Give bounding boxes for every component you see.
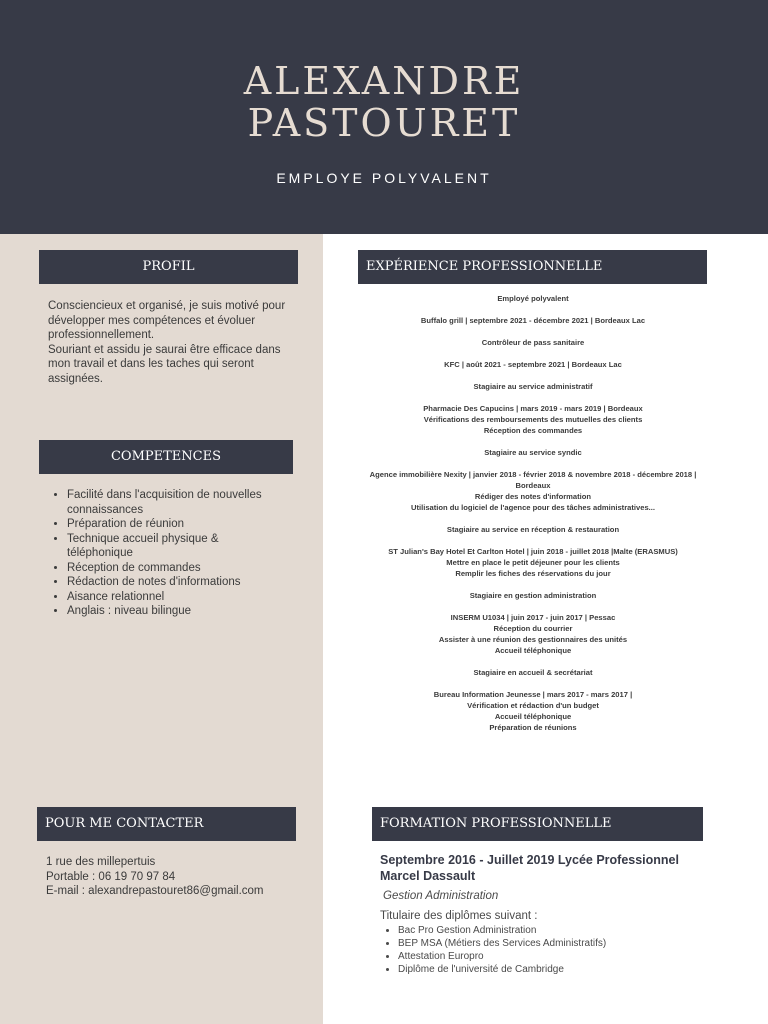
contact-address: 1 rue des millepertuis — [46, 856, 156, 868]
experience-line: Utilisation du logiciel de l'agence pour des tâches administratives... — [410, 503, 656, 512]
experience-line: Rédiger des notes d'information — [474, 492, 592, 501]
education-section-title: FORMATION PROFESSIONNELLE — [372, 807, 703, 841]
experience-block — [358, 293, 708, 304]
experience-block — [358, 315, 708, 326]
experience-line: Assister à une réunion des gestionnaires des unités — [438, 635, 628, 644]
experience-block — [358, 337, 708, 348]
experience-line: Réception du courrier — [493, 624, 573, 633]
experience-line: Pharmacie Des Capucins | mars 2019 - mars 2019 | Bordeaux — [423, 404, 643, 413]
experience-block — [358, 403, 708, 436]
contact-section-title: POUR ME CONTACTER — [37, 807, 296, 841]
profile-line: Souriant et assidu je saurai être efficace dans — [48, 343, 281, 356]
experience-block — [358, 667, 708, 678]
experience-line: Stagiaire au service administratif — [473, 382, 593, 391]
experience-line: INSERM U1034 | juin 2017 - juin 2017 | Pessac — [450, 613, 616, 622]
skill-item: • Technique accueil physique & téléphonique — [67, 532, 287, 561]
experience-line: Réception des commandes — [483, 426, 583, 435]
experience-block — [358, 469, 708, 513]
skill-item: • Facilité dans l'acquisition de nouvelles connaissances — [67, 488, 287, 517]
profile-text — [48, 299, 308, 386]
experience-block — [358, 359, 708, 370]
experience-block — [358, 546, 708, 579]
experience-line: KFC | août 2021 - septembre 2021 | Bordeaux Lac — [444, 360, 622, 369]
experience-line: Employé polyvalent — [497, 294, 569, 303]
experience-list — [358, 293, 708, 744]
candidate-name — [0, 60, 768, 144]
skills-list-container — [47, 488, 287, 619]
profile-line: professionnellement. — [48, 329, 155, 341]
contact-details — [46, 855, 316, 899]
experience-line: Vérifications des remboursements des mutuelles des clients — [423, 415, 643, 424]
diploma-item: • Attestation Europro — [398, 950, 606, 963]
experience-block — [358, 612, 708, 656]
header-banner — [0, 0, 768, 234]
experience-line: Agence immobilière Nexity | janvier 2018 - février 2018 & novembre 2018 - décembre 2018 | Bordeaux — [369, 470, 697, 490]
experience-line: Accueil téléphonique — [494, 712, 572, 721]
education-heading: Septembre 2016 - Juillet 2019 Lycée Professionnel Marcel Dassault — [380, 853, 679, 883]
experience-block — [358, 381, 708, 392]
experience-block — [358, 447, 708, 458]
skills-section-title: COMPETENCES — [39, 440, 293, 474]
experience-block — [358, 524, 708, 535]
experience-line: Préparation de réunions — [489, 723, 577, 732]
skill-item: • Aisance relationnel — [67, 590, 287, 605]
experience-line: Stagiaire au service en réception & restauration — [446, 525, 620, 534]
experience-line: Stagiaire en accueil & secrétariat — [473, 668, 593, 677]
profile-line: mon travail et dans les taches qui seront — [48, 358, 254, 370]
name-line-first: ALEXANDRE — [243, 59, 525, 103]
skills-list — [47, 488, 287, 619]
experience-line: Stagiaire en gestion administration — [469, 591, 597, 600]
experience-block — [358, 590, 708, 601]
experience-line: Contrôleur de pass sanitaire — [481, 338, 585, 347]
experience-line: Remplir les fiches des réservations du jour — [455, 569, 611, 578]
experience-line: Stagiaire au service syndic — [484, 448, 582, 457]
profile-section-title: PROFIL — [39, 250, 298, 284]
profile-line: assignées. — [48, 372, 103, 385]
profile-line: Consciencieux et organisé, je suis motivé pour — [48, 300, 286, 312]
profile-line: développer mes compétences et évoluer — [48, 314, 256, 327]
diploma-list — [380, 924, 606, 976]
education-intro: Titulaire des diplômes suivant : — [380, 910, 538, 922]
skill-item: • Anglais : niveau bilingue — [67, 604, 287, 619]
experience-line: Buffalo grill | septembre 2021 - décembre 2021 | Bordeaux Lac — [420, 316, 646, 325]
job-title: EMPLOYE POLYVALENT — [276, 170, 492, 186]
experience-section-title: EXPÉRIENCE PROFESSIONNELLE — [358, 250, 707, 284]
experience-block — [358, 689, 708, 733]
diploma-item: • Diplôme de l'université de Cambridge — [398, 963, 606, 976]
skill-item: • Préparation de réunion — [67, 517, 287, 532]
contact-phone: Portable : 06 19 70 97 84 — [46, 870, 176, 883]
experience-line: Bureau Information Jeunesse | mars 2017 - mars 2017 | — [433, 690, 633, 699]
education-subtitle: Gestion Administration — [383, 890, 499, 902]
skill-item: • Rédaction de notes d'informations — [67, 575, 287, 590]
name-line-last: PASTOURET — [247, 101, 521, 145]
experience-line: Mettre en place le petit déjeuner pour les clients — [446, 558, 620, 567]
diploma-item: • Bac Pro Gestion Administration — [398, 924, 606, 937]
experience-line: Accueil téléphonique — [494, 646, 572, 655]
diploma-item: • BEP MSA (Métiers des Services Administratifs) — [398, 937, 606, 950]
contact-email: E-mail : alexandrepastouret86@gmail.com — [46, 885, 264, 897]
skill-item: • Réception de commandes — [67, 561, 287, 576]
experience-line: ST Julian's Bay Hotel Et Carlton Hotel | juin 2018 - juillet 2018 |Malte (ERASMUS) — [388, 547, 678, 556]
experience-line: Vérification et rédaction d'un budget — [467, 701, 599, 710]
